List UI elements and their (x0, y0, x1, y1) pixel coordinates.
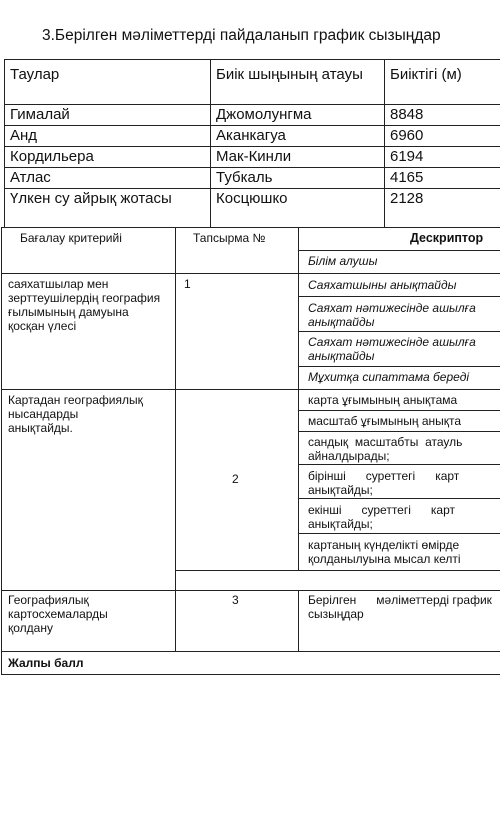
table-line (1, 651, 500, 652)
header-task: Тапсырма № (193, 231, 266, 245)
table-line (210, 59, 211, 227)
table-line (175, 570, 500, 571)
table-line (1, 227, 2, 674)
task-number: 3 (232, 593, 239, 607)
table-line (1, 273, 500, 274)
descriptor-text: Саяхатшыны анықтайды (308, 278, 457, 292)
table-line (1, 389, 500, 390)
table-line (4, 125, 500, 126)
criterion-text: саяхатшылар мен зерттеушілердің география ғылымының дамуына қосқан үлесі (8, 277, 161, 333)
descriptor-text: Мұхитқа сипаттама береді (308, 370, 469, 384)
table-line (298, 227, 299, 570)
criterion-text: Географиялық картосхемаларды қолдану (8, 593, 108, 635)
row-peak: Мак-Кинли (216, 148, 292, 165)
table-line (298, 250, 500, 251)
table-line (1, 674, 500, 675)
row-height: 6194 (390, 148, 424, 165)
descriptor-text: масштаб ұғымының анықта (308, 414, 462, 428)
row-range: Атлас (10, 169, 51, 186)
descriptor-text: картаның күнделікті өмірде қолданылуына мысал келті (308, 538, 461, 566)
task-number: 1 (184, 277, 191, 291)
table-line (4, 59, 500, 60)
table-line (4, 104, 500, 105)
descriptor-text: Саяхат нәтижесінде ашылға анықтайды (308, 301, 476, 329)
table-line (1, 590, 500, 591)
descriptor-text: сандық масштабты атауль айналдырады; (308, 435, 466, 463)
row-height: 8848 (390, 106, 424, 123)
row-height: 2128 (390, 190, 424, 207)
task-title: 3.Берілген мәліметтерді пайдаланып график сызыңдар (42, 27, 441, 44)
task-number: 2 (232, 472, 239, 486)
table-line (1, 227, 500, 228)
table-line (298, 331, 500, 332)
descriptor-text: Саяхат нәтижесінде ашылға анықтайды (308, 335, 476, 363)
table-line (4, 167, 500, 168)
table-line (4, 188, 500, 189)
table-line (298, 533, 500, 534)
row-peak: Тубкаль (216, 169, 273, 186)
row-peak: Аканкагуа (216, 127, 286, 144)
header-ranges: Таулар (10, 66, 60, 83)
table-line (175, 227, 176, 651)
header-criterion: Бағалау критерийі (20, 231, 122, 245)
table-line (298, 431, 500, 432)
table-line (4, 59, 5, 227)
header-descriptor: Дескриптор (410, 231, 484, 245)
table-line (298, 590, 299, 651)
descriptor-text: Берілген мәліметтерді график сызыңдар (308, 593, 496, 621)
header-peak: Биік шыңының атауы (216, 66, 363, 83)
row-range: Анд (10, 127, 38, 144)
table-line (298, 296, 500, 297)
row-peak: Джомолунгма (216, 106, 312, 123)
row-range: Гималай (10, 106, 70, 123)
row-peak: Косцюшко (216, 190, 288, 207)
header-height: Биіктігі (м) (390, 66, 462, 83)
row-height: 6960 (390, 127, 424, 144)
descriptor-subheader: Білім алушы (308, 254, 378, 268)
criterion-text: Картадан географиялық нысандарды анықтайды. (8, 393, 143, 435)
row-range: Үлкен су айрық жотасы (10, 190, 172, 207)
descriptor-text: карта ұғымының анықтама (308, 393, 458, 407)
table-line (4, 146, 500, 147)
table-line (384, 59, 385, 227)
descriptor-text: бірінші суреттегі карт анықтайды; (308, 469, 463, 497)
table-line (298, 498, 500, 499)
total-score-label: Жалпы балл (8, 656, 84, 670)
table-line (298, 464, 500, 465)
descriptor-text: екінші суреттегі карт анықтайды; (308, 503, 459, 531)
table-line (298, 366, 500, 367)
row-height: 4165 (390, 169, 424, 186)
row-range: Кордильера (10, 148, 94, 165)
table-line (298, 410, 500, 411)
